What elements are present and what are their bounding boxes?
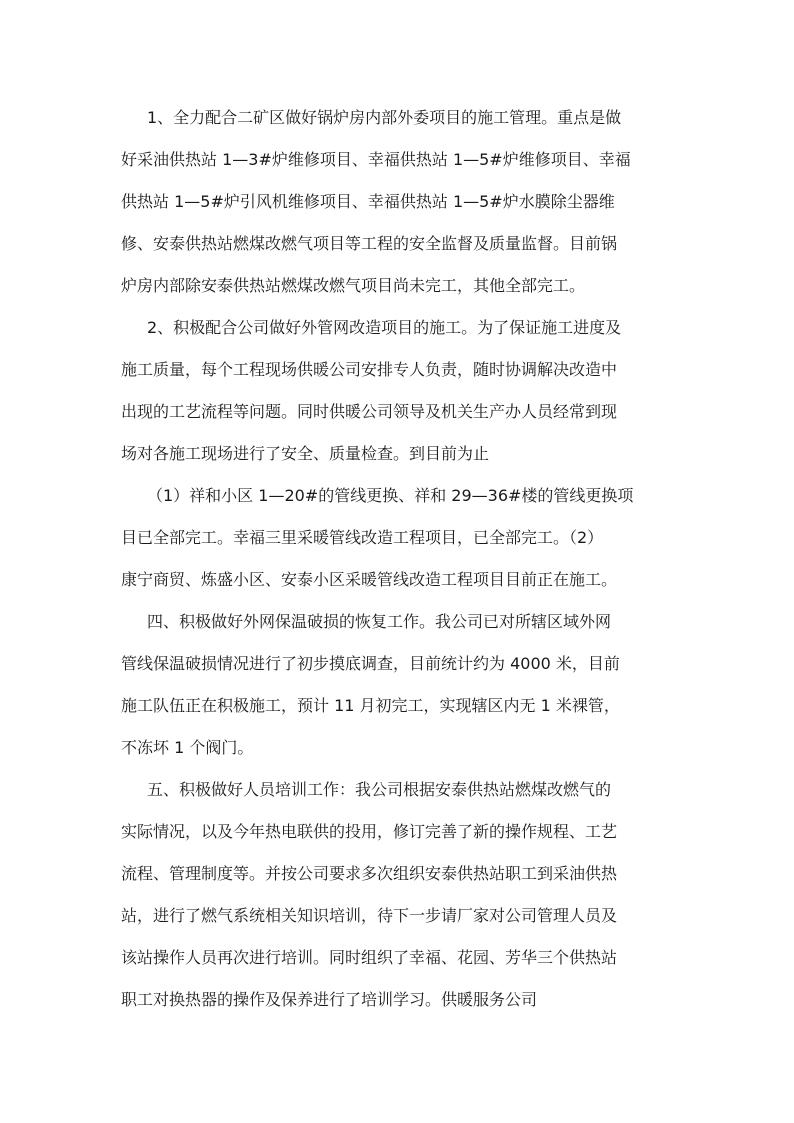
text-line: 管线保温破损情况进行了初步摸底调查，目前统计约为 4000 米，目前	[121, 654, 620, 673]
text-line: 流程、管理制度等。并按公司要求多次组织安泰供热站职工到采油供热	[121, 864, 618, 883]
text-line: 2、积极配合公司做好外管网改造项目的施工。为了保证施工进度及	[147, 318, 622, 337]
text-line: 施工队伍正在积极施工，预计 11 月初完工，实现辖区内无 1 米裸管，	[121, 696, 620, 715]
text-line: 场对各施工现场进行了安全、质量检查。到目前为止	[121, 444, 490, 463]
text-line: 施工质量，每个工程现场供暖公司安排专人负责，随时协调解决改造中	[121, 360, 618, 379]
text-line: 炉房内部除安泰供热站燃煤改燃气项目尚未完工，其他全部完工。	[121, 276, 586, 295]
text-line: （1）祥和小区 1—20#的管线更换、祥和 29—36#楼的管线更换项	[147, 486, 634, 505]
text-line: 康宁商贸、炼盛小区、安泰小区采暖管线改造工程项目目前正在施工。	[121, 570, 618, 589]
text-line: 目已全部完工。幸福三里采暖管线改造工程项目，已全部完工。（2）	[121, 528, 604, 547]
text-line: 实际情况，以及今年热电联供的投用，修订完善了新的操作规程、工艺	[121, 822, 618, 841]
text-line: 不冻坏 1 个阀门。	[121, 738, 254, 757]
text-line: 站，进行了燃气系统相关知识培训，待下一步请厂家对公司管理人员及	[121, 906, 618, 925]
text-line: 1、全力配合二矿区做好锅炉房内部外委项目的施工管理。重点是做	[147, 108, 622, 127]
text-line: 四、积极做好外网保温破损的恢复工作。我公司已对所辖区域外网	[147, 612, 612, 631]
text-line: 出现的工艺流程等问题。同时供暖公司领导及机关生产办人员经常到现	[121, 402, 618, 421]
text-line: 该站操作人员再次进行培训。同时组织了幸福、花园、芳华三个供热站	[121, 948, 618, 967]
text-line: 五、积极做好人员培训工作：我公司根据安泰供热站燃煤改燃气的	[147, 780, 612, 799]
text-line: 修、安泰供热站燃煤改燃气项目等工程的安全监督及质量监督。目前锅	[121, 234, 618, 253]
text-line: 好采油供热站 1—3#炉维修项目、幸福供热站 1—5#炉维修项目、幸福	[121, 150, 631, 169]
text-line: 供热站 1—5#炉引风机维修项目、幸福供热站 1—5#炉水膜除尘器维	[121, 192, 615, 211]
text-line: 职工对换热器的操作及保养进行了培训学习。供暖服务公司	[121, 990, 538, 1009]
